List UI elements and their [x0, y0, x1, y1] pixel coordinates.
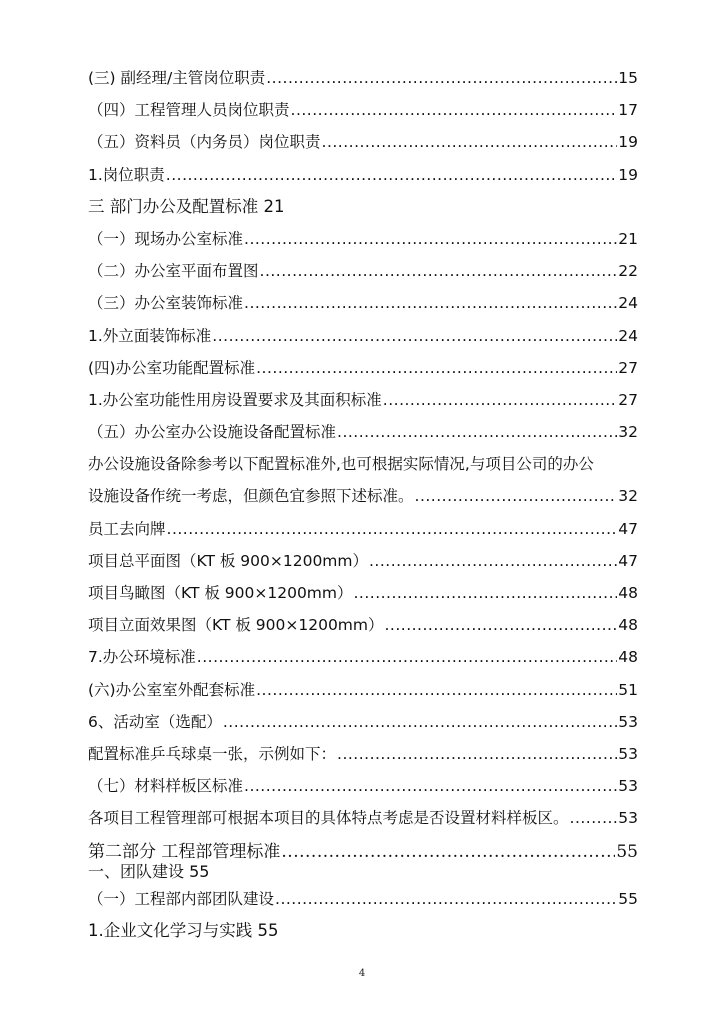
toc-leader-dots: [256, 674, 617, 706]
toc-entry-page: 15: [618, 69, 638, 87]
toc-leader-dots: [369, 545, 617, 577]
toc-entry[interactable]: [88, 706, 638, 738]
toc-leader-dots: [275, 883, 617, 915]
toc-leader-dots: [167, 513, 618, 545]
toc-entry-text: （二）办公室平面布置图: [88, 262, 259, 281]
toc-entry-text: （四）工程管理人员岗位职责: [88, 101, 290, 120]
toc-entry-text: 项目立面效果图（KT 板 900×1200mm）: [88, 616, 384, 635]
toc-entry[interactable]: [88, 802, 638, 834]
toc-entry[interactable]: [88, 674, 638, 706]
toc-entry[interactable]: [88, 352, 638, 384]
toc-entry-page: 51: [618, 680, 638, 699]
toc-entry[interactable]: [88, 159, 638, 191]
toc-entry-page: 21: [618, 229, 638, 248]
toc-entry-line2: [88, 480, 638, 512]
toc-leader-dots: [223, 706, 617, 738]
toc-entry-page: 32: [618, 423, 638, 442]
toc-entry-text: 配置标准乒乓球桌一张，示例如下：: [88, 744, 337, 763]
toc-entry[interactable]: [88, 384, 638, 416]
toc-part-heading[interactable]: [88, 835, 638, 861]
toc-leader-dots: [244, 287, 617, 319]
toc-leader-dots: [244, 223, 617, 255]
toc-entry-page: 55: [616, 841, 638, 861]
toc-entry-text: 项目总平面图（KT 板 900×1200mm）: [88, 551, 368, 570]
toc-entry-text: （三）办公室装饰标准: [88, 294, 244, 313]
toc-entry-text: 1.办公室功能性用房设置要求及其面积标准: [88, 390, 382, 409]
toc-entry-text: 项目鸟瞰图（KT 板 900×1200mm）: [88, 584, 353, 602]
toc-entry-page: 32: [618, 487, 638, 506]
toc-leader-dots: [266, 62, 617, 94]
toc-entry-text: 第二部分 工程部管理标准: [88, 841, 281, 861]
toc-entry-page: 53: [618, 777, 638, 796]
toc-entry-page: 53: [618, 809, 638, 828]
toc-entry[interactable]: [88, 223, 638, 255]
toc-entry[interactable]: [88, 416, 638, 448]
toc-entry-page: 47: [618, 519, 638, 538]
toc-entry[interactable]: [88, 62, 638, 94]
toc-leader-dots: [570, 802, 618, 834]
toc-entry[interactable]: [88, 545, 638, 577]
toc-entry-page: 19: [618, 165, 638, 184]
toc-entry[interactable]: [88, 94, 638, 126]
toc-entry-text: （五）办公室办公设施设备配置标准: [88, 423, 337, 442]
toc-entry-page: 53: [618, 744, 638, 763]
toc-leader-dots: [337, 738, 617, 770]
toc-entry[interactable]: [88, 770, 638, 802]
toc-entry[interactable]: [88, 126, 638, 158]
toc-entry[interactable]: [88, 320, 638, 352]
toc-entry-page: 27: [618, 358, 638, 377]
toc-entry-text: (四)办公室功能配置标准: [88, 358, 256, 377]
toc-entry-text: 1.岗位职责: [88, 165, 165, 184]
toc-leader-dots: [256, 352, 617, 384]
toc-leader-dots: [385, 609, 618, 641]
toc-subsection-heading[interactable]: [88, 915, 638, 947]
toc-entry-text: 1.外立面装饰标准: [88, 326, 212, 345]
toc-leader-dots: [212, 320, 617, 352]
toc-entry[interactable]: [88, 287, 638, 319]
toc-entry-text-line1: 办公设施设备除参考以下配置标准外,也可根据实际情况,与项目公司的办公: [88, 455, 594, 474]
toc-entry-text: （七）材料样板区标准: [88, 777, 244, 796]
toc-leader-dots: [244, 770, 617, 802]
toc-entry-text: 6、活动室（选配）: [88, 712, 222, 731]
toc-entry-text: 各项目工程管理部可根据本项目的具体特点考虑是否设置材料样板区。: [88, 809, 569, 828]
toc-leader-dots: [415, 480, 618, 512]
toc-entry-text-line2: 设施设备作统一考虑，但颜色宜参照下述标准。: [88, 487, 414, 506]
page-number: 4: [358, 968, 366, 979]
toc-leader-dots: [281, 835, 615, 861]
toc-entry-text: 一、团队建设 55: [88, 861, 210, 881]
toc-entry[interactable]: [88, 641, 638, 673]
toc-entry-page: 48: [618, 584, 638, 602]
toc-entry[interactable]: [88, 255, 638, 287]
toc-leader-dots: [260, 255, 618, 287]
toc-leader-dots: [354, 577, 618, 609]
toc-leader-dots: [291, 94, 618, 126]
toc-entry-text: 7.办公环境标准: [88, 648, 196, 667]
toc-leader-dots: [197, 641, 617, 673]
toc-entry-page: 27: [618, 390, 638, 409]
toc-entry-text: (六)办公室室外配套标准: [88, 680, 256, 699]
toc-entry-text: (三) 副经理/主管岗位职责: [88, 69, 266, 87]
toc-entry-page: 24: [618, 294, 638, 313]
toc-leader-dots: [166, 159, 617, 191]
toc-entry-page: 24: [618, 326, 638, 345]
toc-entry-text: 员工去向牌: [88, 519, 166, 538]
toc-entry-text: 1.企业文化学习与实践 55: [88, 920, 279, 940]
toc-entry-page: 55: [618, 889, 638, 908]
toc-leader-dots: [383, 384, 617, 416]
toc-section-heading[interactable]: [88, 191, 638, 223]
toc-entry-text: 三 部门办公及配置标准 21: [88, 196, 285, 216]
toc-entry[interactable]: [88, 577, 638, 609]
toc-entry-page: 53: [618, 712, 638, 731]
toc-entry-page: 48: [618, 616, 638, 635]
toc-entry[interactable]: [88, 883, 638, 915]
toc-entry-page: 22: [618, 262, 638, 281]
toc-entry[interactable]: [88, 609, 638, 641]
toc-entry[interactable]: [88, 738, 638, 770]
toc-leader-dots: [322, 126, 618, 158]
toc-entry-text: （一）现场办公室标准: [88, 229, 244, 248]
table-of-contents: [88, 62, 638, 947]
toc-entry-page: 19: [618, 133, 638, 152]
toc-entry-text: （一）工程部内部团队建设: [88, 889, 275, 908]
toc-entry-multiline[interactable]: [88, 448, 638, 512]
toc-entry[interactable]: [88, 513, 638, 545]
toc-entry-text: （五）资料员（内务员）岗位职责: [88, 133, 321, 152]
toc-leader-dots: [337, 416, 617, 448]
toc-entry-page: 48: [618, 648, 638, 667]
toc-entry-page: 47: [618, 551, 638, 570]
toc-section-heading[interactable]: [88, 861, 638, 883]
toc-entry-page: 17: [618, 101, 638, 120]
